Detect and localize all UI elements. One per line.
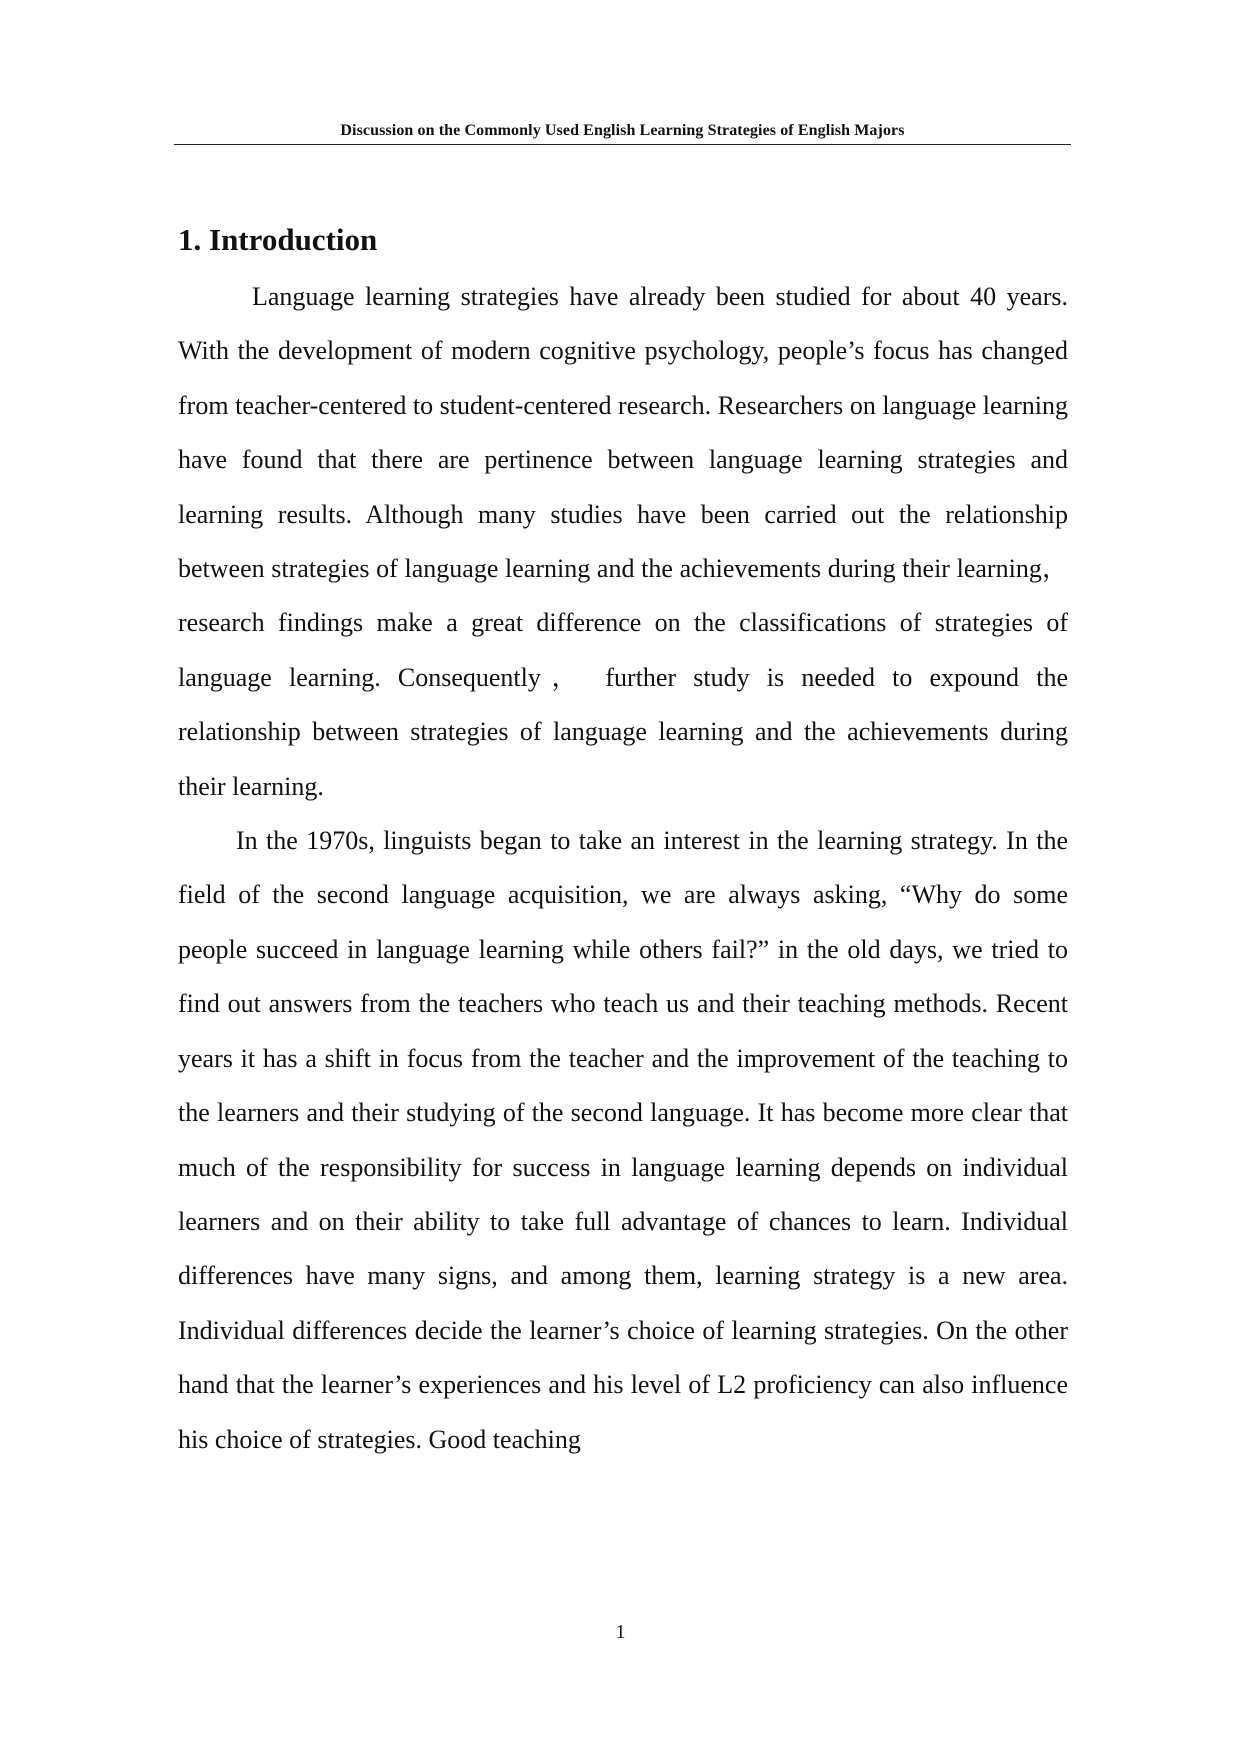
- page-number: 1: [615, 1621, 626, 1643]
- paragraph-1: Language learning strategies have already been studied for about 40 years. With the development of modern cognitive psychology, people’s focus has changed from teacher-centered to student-centered research. Researchers on language learning have found that there are pertinence between language learning strategies and learning results. Although many studies have been carried out the relationship between strategies of language learning and the achievements during their learning， research findings make a great difference on the classifications of strategies of language learning. Consequently， further study is needed to expound the relationship between strategies of language learning and the achievements during their learning.: [178, 282, 1068, 801]
- paragraph-2: In the 1970s, linguists began to take an interest in the learning strategy. In the field of the second language acquisition, we are always asking, “Why do some people succeed in language learning while others fail?” in the old days, we tried to find out answers from the teachers who teach us and their teaching methods. Recent years it has a shift in focus from the teacher and the improvement of the teaching to the learners and their studying of the second language. It has become more clear that much of the responsibility for success in language learning depends on individual learners and on their ability to take full advantage of chances to learn. Individual differences have many signs, and among them, learning strategy is a new area. Individual differences decide the learner’s choice of learning strategies. On the other hand that the learner’s experiences and his level of L2 proficiency can also influence his choice of strategies. Good teaching: [178, 826, 1068, 1454]
- running-header: Discussion on the Commonly Used English Learning Strategies of English Majors: [174, 118, 1071, 145]
- section-heading: 1. Introduction: [178, 222, 378, 257]
- body-text: [178, 270, 1068, 1467]
